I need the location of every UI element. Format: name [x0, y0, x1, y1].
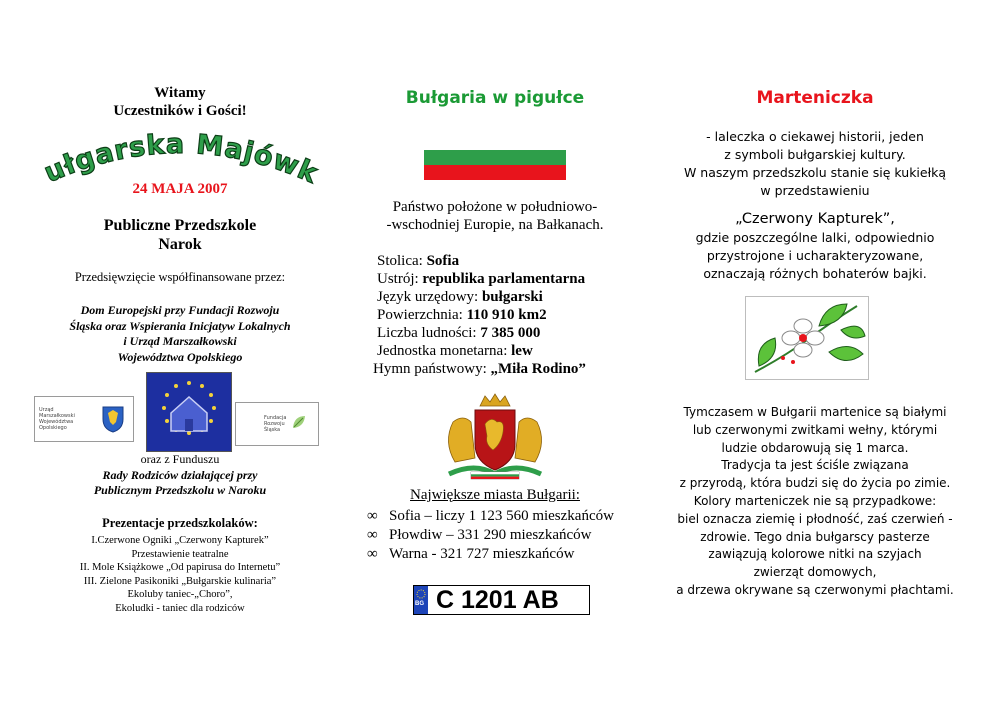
cofinanced-label: Przedsięwzięcie współfinansowane przez: [74, 270, 286, 284]
list-item: Ekoluby taniec-„Choro”, [127, 589, 233, 600]
list-item: II. Mole Książkowe „Od papirusa do Internetu” [79, 562, 281, 573]
largest-cities-title: Największe miasta Bułgarii: [410, 487, 580, 503]
event-title: ułgarska Majówk [39, 128, 323, 188]
marshal-office-logo: Urząd Marszałkowski Województwa Opolskiego [34, 396, 134, 442]
coat-of-arms-image [435, 392, 555, 482]
list-item: III. Zielone Pasikoniki „Bułgarskie kulinaria” [83, 575, 277, 587]
country-description: Państwo położone w południowo- -wschodniej Europie, na Bałkanach. [386, 199, 604, 233]
fact-row: Liczba ludności: 7 385 000 [377, 325, 541, 341]
middle-column [345, 0, 645, 701]
flower-image [745, 296, 869, 380]
event-date: 24 MAJA 2007 [132, 181, 228, 197]
presentations-list [30, 534, 330, 615]
marteniczka-intro: - laleczka o ciekawej historii, jeden z symboli bułgarskiej kultury. W naszym przedszkolu stanie się kukiełką w przedstawieniu [683, 129, 947, 198]
fact-row: Jednostka monetarna: lew [377, 343, 533, 359]
marteniczka-tradition: Tymczasem w Bułgarii martenice są białymi lub czerwonymi zwitkami wełny, którymi ludzie obdarowują się 1 marca. Tradycja ta jest ściśle związana z przyrodą, która budzi się do życia po zimie. Kolory marteniczek nie są przypadkowe: biel oznacza ziemię i płodność, zaś czerwień - zdrowie. Tego dnia bułgarscy pasterze zawiązują kolorowe nitki na szyjach zwierząt domowych, a drzewa okrywane są czerwonymi płachtami. [676, 405, 954, 597]
license-plate [413, 585, 590, 615]
fact-row: Powierzchnia: 110 910 km2 [377, 307, 547, 323]
foundation-logo: Fundacja Rozwoju Śląska [235, 402, 319, 446]
country-facts [373, 252, 586, 378]
marteniczka-title: Marteniczka [756, 88, 874, 108]
list-item: ∞ Płowdiw – 331 290 mieszkańców [367, 527, 592, 543]
bulgarian-flag [424, 135, 566, 180]
bulgaria-section-title: Bułgaria w pigułce [405, 88, 585, 108]
list-item: I.Czerwone Ogniki „Czerwony Kapturek” [91, 535, 269, 546]
school-name: Publiczne Przedszkole Narok [103, 217, 257, 253]
left-column [30, 0, 330, 701]
fact-row: Hymn państwowy: „Miła Rodino” [373, 361, 586, 377]
list-item: ∞ Warna - 321 727 mieszkańców [367, 546, 575, 562]
parents-fund: oraz z Funduszu Rady Rodziców działającej przy Publicznym Przedszkolu w Naroku [93, 452, 267, 497]
coat-of-arms-icon [101, 405, 125, 433]
european-house-logo [146, 372, 232, 452]
list-item: Ekoludki - taniec dla rodziców [115, 602, 245, 614]
play-title: „Czerwony Kapturek”, [735, 211, 895, 227]
welcome-text: Witamy Uczestników i Gości! [113, 85, 247, 119]
cities-list [367, 507, 614, 564]
sponsor-logos [30, 372, 330, 452]
event-title-wordart [30, 128, 330, 188]
fact-row: Język urzędowy: bułgarski [377, 289, 543, 305]
leaf-icon [290, 413, 308, 431]
marteniczka-intro-2: gdzie poszczególne lalki, odpowiednio przystrojone i ucharakteryzowane, oznaczają różnych bohaterów bajki. [695, 230, 935, 281]
fact-row: Stolica: Sofia [377, 253, 460, 269]
presentations-title: Prezentacje przedszkolaków: [102, 516, 258, 530]
plate-number: C 1201 AB [436, 586, 559, 614]
eu-stars-icon: BG [414, 586, 428, 614]
svg-text:Bułgarska Majówka [30, 128, 323, 188]
fact-row: Ustrój: republika parlamentarna [377, 271, 586, 287]
list-item: Przestawienie teatralne [131, 548, 229, 560]
list-item: ∞ Sofia – liczy 1 123 560 mieszkańców [367, 508, 614, 524]
partner-organizations: Dom Europejski przy Fundacji Rozwoju Śląska oraz Wspierania Inicjatyw Lokalnych i Urząd Marszałkowski Województwa Opolskiego [69, 303, 291, 364]
right-column [665, 0, 965, 701]
